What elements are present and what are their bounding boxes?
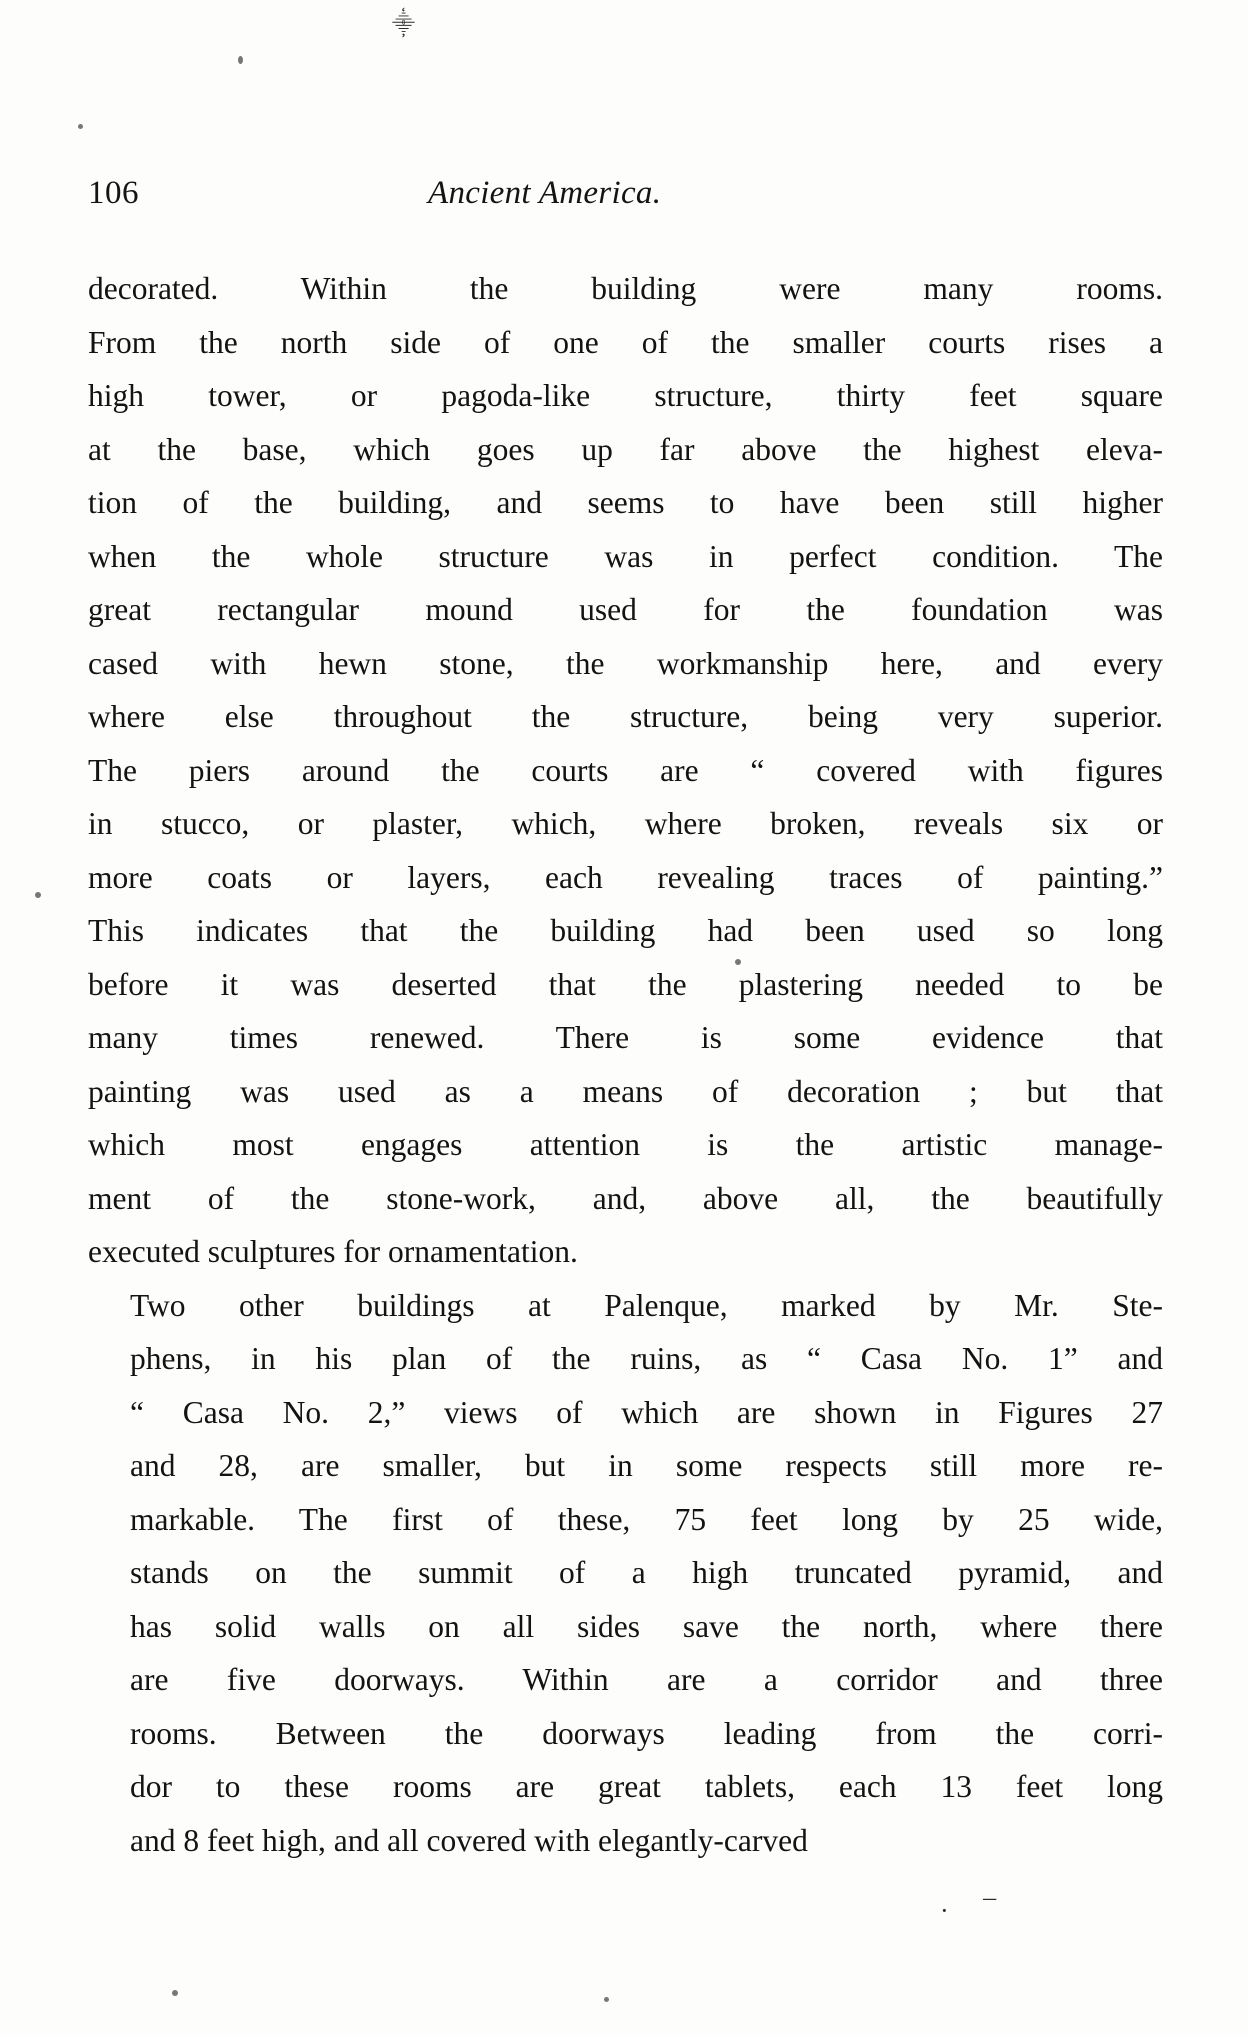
page-number: 106: [88, 175, 139, 211]
text-line: before it was deserted that the plastering needed to be: [88, 966, 1163, 1002]
scan-speck: [604, 1997, 609, 2002]
text-line: many times renewed. There is some evidence that: [88, 1020, 1163, 1055]
running-title: Ancient America.: [428, 175, 662, 211]
scan-speck: [172, 1990, 178, 1996]
text-line: From the north side of one of the smaller courts rises a: [88, 324, 1163, 360]
text-line: at the base, which goes up far above the highest eleva-: [88, 431, 1163, 467]
text-line: dor to these rooms are great tablets, each 13 feet long: [130, 1769, 1163, 1804]
bottom-margin-mark: · ¯: [940, 1896, 1011, 1925]
text-line: and 28, are smaller, but in some respects still more re-: [130, 1448, 1163, 1483]
text-line: when the whole structure was in perfect condition. The: [88, 538, 1163, 574]
scan-speck: [238, 56, 243, 64]
text-line: has solid walls on all sides save the north, where there: [130, 1608, 1163, 1644]
text-line: ment of the stone-work, and, above all, the beautifully: [88, 1180, 1163, 1216]
text-line: Two other buildings at Palenque, marked by Mr. Ste-: [130, 1287, 1163, 1323]
text-line: decorated. Within the building were many rooms.: [88, 271, 1163, 306]
text-line: “ Casa No. 2,” views of which are shown in Figures 27: [130, 1394, 1163, 1430]
text-line: cased with hewn stone, the workmanship here, and every: [88, 645, 1163, 681]
text-line: high tower, or pagoda-like structure, thirty feet square: [88, 378, 1163, 413]
text-line: tion of the building, and seems to have been still higher: [88, 485, 1163, 520]
text-line: which most engages attention is the artistic manage-: [88, 1127, 1163, 1162]
scan-speck: [35, 892, 41, 898]
text-line: and 8 feet high, and all covered with elegantly-carved: [130, 1822, 808, 1858]
text-line: phens, in his plan of the ruins, as “ Casa No. 1” and: [130, 1341, 1163, 1376]
text-line: in stucco, or plaster, which, where broken, reveals six or: [88, 806, 1163, 841]
page-body: [88, 262, 1163, 1867]
text-line: painting was used as a means of decoration ; but that: [88, 1073, 1163, 1109]
scan-speck: [78, 124, 83, 129]
text-line: The piers around the courts are “ covered with figures: [88, 752, 1163, 788]
top-margin-mark: ⸎: [392, 11, 415, 36]
paragraph: [88, 262, 1163, 1279]
page-header: [88, 175, 1163, 215]
text-line: markable. The first of these, 75 feet long by 25 wide,: [130, 1501, 1163, 1537]
text-line: great rectangular mound used for the foundation was: [88, 592, 1163, 627]
text-line: where else throughout the structure, being very superior.: [88, 699, 1163, 734]
text-line: This indicates that the building had been used so long: [88, 913, 1163, 948]
paragraph: [88, 1279, 1163, 1868]
text-line: more coats or layers, each revealing traces of painting.”: [88, 859, 1163, 895]
text-line: executed sculptures for ornamentation.: [88, 1234, 578, 1269]
text-line: are five doorways. Within are a corridor and three: [130, 1662, 1163, 1697]
text-line: rooms. Between the doorways leading from the corri-: [130, 1715, 1163, 1751]
text-line: stands on the summit of a high truncated pyramid, and: [130, 1555, 1163, 1590]
